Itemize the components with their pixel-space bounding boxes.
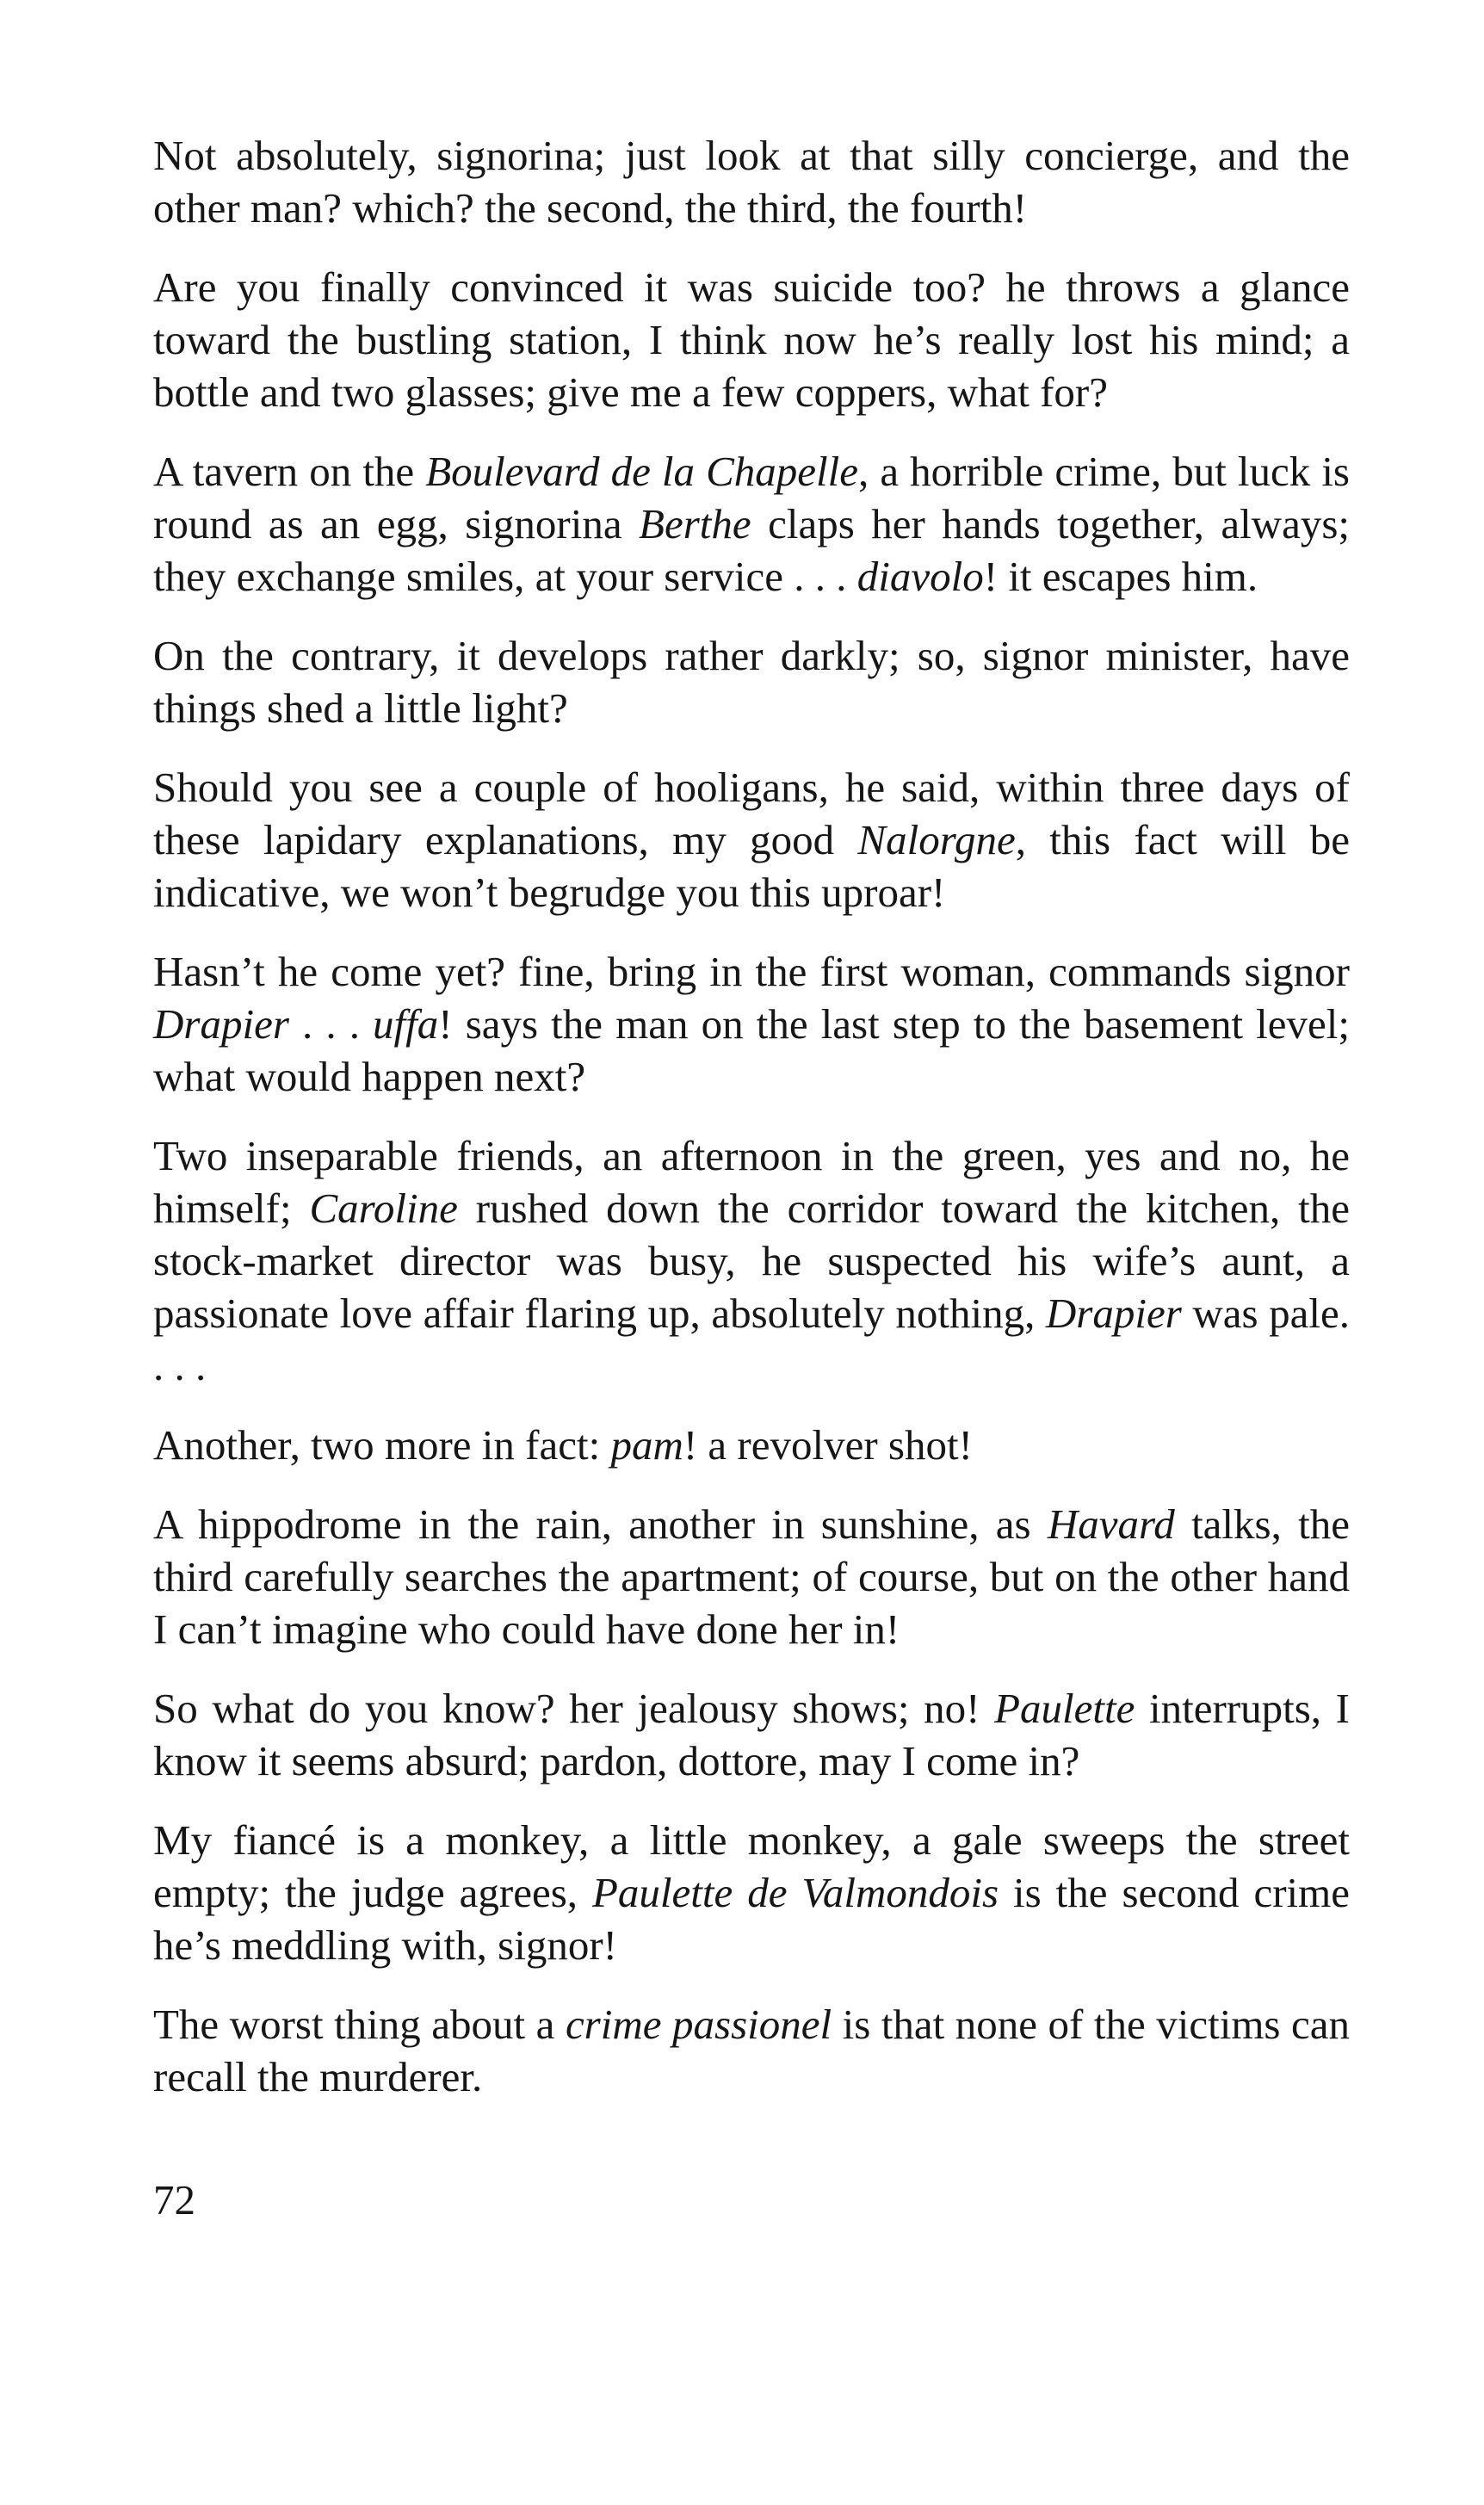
paragraph xyxy=(153,1682,1350,1787)
text-run: Two inseparable friends, an afternoon in the green, yes and no, he himself; xyxy=(153,1132,1350,1232)
text-run: , a horrible crime, but luck is round as an egg, signorina xyxy=(153,448,1351,547)
text-run: is that none of the victims can recall the murderer. xyxy=(153,2001,1351,2100)
text-run: was pale. . . . xyxy=(153,1290,1350,1389)
italic-text: Havard xyxy=(1047,1500,1175,1548)
text-run: A tavern on the xyxy=(153,448,426,495)
italic-text: Boulevard de la Chapelle xyxy=(425,448,859,495)
text-run: So what do you know? her jealousy shows; no! xyxy=(153,1685,995,1732)
italic-text: uffa xyxy=(373,1000,439,1048)
italic-text: Drapier xyxy=(153,1000,289,1048)
paragraph xyxy=(153,261,1350,418)
text-run: . . . xyxy=(288,1000,374,1048)
paragraph xyxy=(153,1419,1350,1471)
paragraph xyxy=(153,1498,1350,1655)
italic-text: crime passionel xyxy=(565,2001,832,2048)
italic-text: Drapier xyxy=(1045,1290,1182,1337)
text-run: is the second crime he’s meddling with, signor! xyxy=(153,1869,1351,1969)
italic-text: Nalorgne xyxy=(857,816,1016,863)
text-run: Another, two more in fact: xyxy=(153,1421,611,1469)
italic-text: Caroline xyxy=(309,1184,458,1232)
text-run: My fiancé is a monkey, a little monkey, a gale sweeps the street empty; the judge agrees, xyxy=(153,1816,1350,1916)
paragraph xyxy=(153,629,1350,734)
text-run: The worst thing about a xyxy=(153,2001,566,2048)
paragraph xyxy=(153,129,1350,234)
text-run: rushed down the corridor toward the kitchen, the stock-market director was busy, he suspected his wife’s aunt, a passionate love affair flaring up, absolutely nothing, xyxy=(153,1184,1351,1337)
text-run: interrupts, I know it seems absurd; pardon, dottore, may I come in? xyxy=(153,1685,1350,1784)
italic-text: diavolo xyxy=(856,553,984,600)
text-run: , this fact will be indicative, we won’t begrudge you this uproar! xyxy=(153,816,1351,916)
text-run: ! it escapes him. xyxy=(983,553,1258,600)
text-column xyxy=(153,129,1350,2103)
text-run: claps her hands together, always; they exchange smiles, at your service . . . xyxy=(153,500,1351,600)
italic-text: pam xyxy=(610,1421,683,1469)
text-run: Hasn’t he come yet? fine, bring in the first woman, commands signor xyxy=(153,948,1350,995)
paragraph xyxy=(153,445,1350,603)
paragraph xyxy=(153,1129,1350,1392)
paragraph xyxy=(153,1998,1350,2103)
text-run: Are you finally convinced it was suicide too? he throws a glance toward the bustling station, I think now he’s really lost his mind; a bottle and two glasses; give me a few coppers, what for? xyxy=(153,263,1350,416)
page-number: 72 xyxy=(153,2176,195,2224)
text-run: A hippodrome in the rain, another in sunshine, as xyxy=(153,1500,1048,1548)
italic-text: Paulette xyxy=(994,1685,1135,1732)
paragraph xyxy=(153,1814,1350,1971)
paragraph xyxy=(153,761,1350,918)
text-run: Should you see a couple of hooligans, he said, within three days of these lapidary explanations, my good xyxy=(153,764,1350,863)
italic-text: Berthe xyxy=(639,500,751,547)
text-run: On the contrary, it develops rather darkly; so, signor minister, have things shed a little light? xyxy=(153,632,1350,732)
italic-text: Paulette de Valmondois xyxy=(591,1869,999,1916)
text-run: ! a revolver shot! xyxy=(683,1421,973,1469)
page-body xyxy=(153,129,1350,2130)
paragraph xyxy=(153,945,1350,1103)
text-run: talks, the third carefully searches the apartment; of course, but on the other hand I can’t imagine who could have done her in! xyxy=(153,1500,1350,1653)
text-run: ! says the man on the last step to the basement level; what would happen next? xyxy=(153,1000,1351,1100)
text-run: Not absolutely, signorina; just look at that silly concierge, and the other man? which? the second, the third, the fourth! xyxy=(153,132,1350,232)
